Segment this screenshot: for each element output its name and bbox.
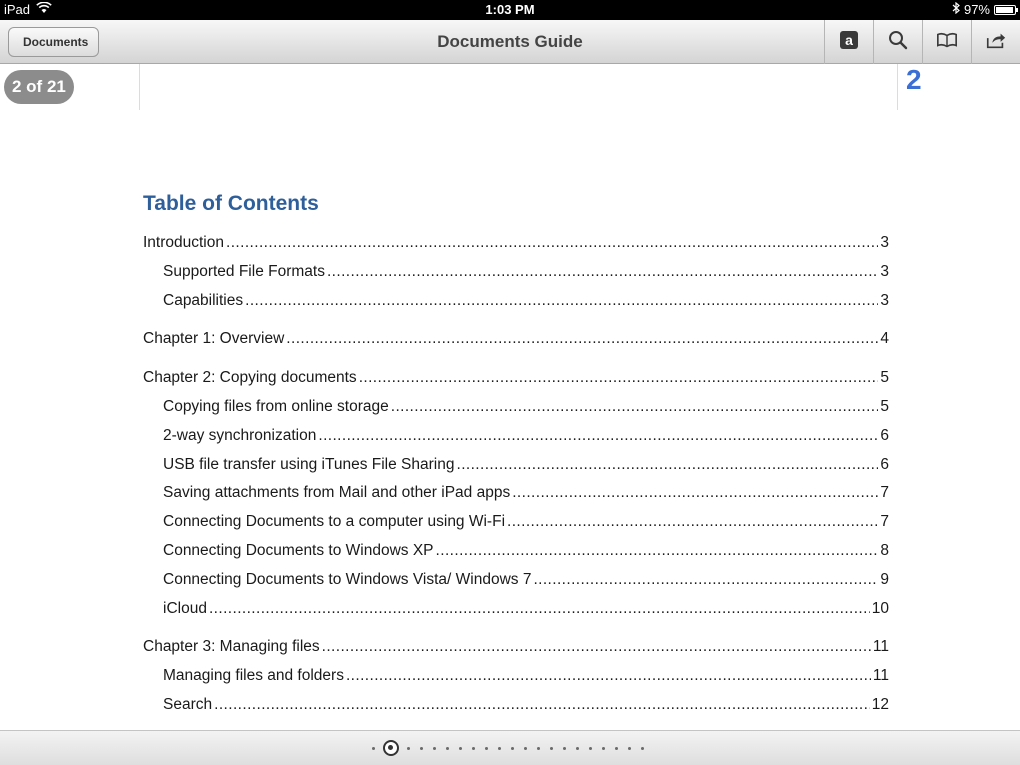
page-margin-line-right [897,64,898,110]
scrubber-page-dot[interactable] [372,747,375,750]
scrubber-page-dot[interactable] [485,747,488,750]
toc-entry[interactable] [143,289,889,318]
page-title: Documents Guide [437,32,583,51]
toc-leader-dots [507,510,878,534]
toc-entry-page: 12 [871,695,889,713]
toc-entry-page: 5 [880,369,889,387]
toc-entry-page: 9 [880,570,889,588]
toc-entry[interactable] [143,327,889,356]
device-name: iPad [4,2,31,17]
scrubber-page-dot[interactable] [420,747,423,750]
toc-entry-title: Search [163,695,213,713]
toc-leader-dots [327,260,878,284]
scrubber-page-dot[interactable] [524,747,527,750]
scrubber-page-dot[interactable] [602,747,605,750]
font-size-icon [838,29,860,56]
toc-leader-dots [512,481,878,505]
scrubber-page-dot[interactable] [641,747,644,750]
toc-entry-title: Saving attachments from Mail and other iPad apps [163,484,511,502]
toc-entry[interactable] [143,539,889,568]
toc-entry-page: 6 [880,426,889,444]
toc-entry[interactable] [143,510,889,539]
toc-leader-dots [359,366,879,390]
toc-entry-title: Copying files from online storage [163,397,389,415]
toc-entry[interactable] [143,693,889,722]
scrubber-page-dot[interactable] [459,747,462,750]
book-icon [936,29,958,56]
toc-entry-title: iCloud [163,599,207,617]
toc-entry[interactable] [143,366,889,395]
scrubber-page-dot[interactable] [433,747,436,750]
toc-entry-page: 5 [880,397,889,415]
toc-entry-page: 11 [872,638,889,656]
scrubber-page-dot[interactable] [446,747,449,750]
toc-entry-title: Capabilities [163,291,244,309]
toc-entry-title: 2-way synchronization [163,426,317,444]
share-button[interactable] [971,20,1020,64]
scrubber-page-dot[interactable] [615,747,618,750]
toc-leader-dots [214,693,870,717]
table-of-contents [143,231,889,722]
toc-entry-title: Connecting Documents to Windows Vista/ Windows 7 [163,570,532,588]
status-bar [0,0,1020,20]
toc-entry-title: Chapter 3: Managing files [143,638,320,656]
toc-leader-dots [456,453,878,477]
bookmarks-button[interactable] [922,20,971,64]
toc-leader-dots [322,635,871,659]
toc-entry[interactable] [143,260,889,289]
page-scrubber[interactable] [367,740,649,756]
toc-heading: Table of Contents [143,192,319,215]
toc-entry[interactable] [143,481,889,510]
toc-entry[interactable] [143,597,889,626]
scrubber-page-dot[interactable] [498,747,501,750]
toolbar [824,20,1020,64]
toc-entry[interactable] [143,664,889,693]
toc-entry-page: 3 [880,234,889,251]
scrubber-page-dot[interactable] [589,747,592,750]
toc-entry-title: USB file transfer using iTunes File Sharing [163,455,455,473]
status-time: 1:03 PM [485,2,535,17]
toc-entry-title: Connecting Documents to a computer using Wi-Fi [163,513,506,531]
battery-percent: 97% [963,2,990,17]
toc-leader-dots [226,231,878,255]
toc-leader-dots [436,539,879,563]
toc-entry-title: Managing files and folders [163,667,344,685]
toc-entry-title: Chapter 1: Overview [143,330,285,348]
toc-entry[interactable] [143,424,889,453]
page-indicator-badge: 2 of 21 [4,70,74,104]
toc-entry-page: 4 [880,330,889,348]
toc-entry[interactable] [143,635,889,664]
toc-entry-page: 3 [880,262,889,280]
toc-entry-title: Introduction [143,234,224,251]
scrubber-page-dot[interactable] [407,747,410,750]
toc-entry[interactable] [143,395,889,424]
share-icon [985,29,1007,56]
navigation-bar [0,20,1020,64]
scrubber-page-dot[interactable] [550,747,553,750]
page-scrubber-bar [0,730,1020,765]
toc-entry[interactable] [143,453,889,482]
bluetooth-icon [952,2,960,17]
scrubber-page-dot[interactable] [576,747,579,750]
toc-leader-dots [286,327,878,351]
toc-entry-title: Supported File Formats [163,262,325,280]
svg-text:a: a [845,31,853,48]
scrubber-page-dot[interactable] [563,747,566,750]
page-number: 2 [906,64,922,95]
toc-leader-dots [209,597,870,621]
toc-leader-dots [245,289,878,313]
search-button[interactable] [873,20,922,64]
scrubber-current-page-marker[interactable] [383,740,399,756]
toc-entry-page: 6 [880,455,889,473]
back-button[interactable]: Documents [8,27,99,57]
toc-entry-page: 7 [880,484,889,502]
toc-entry[interactable] [143,231,889,260]
toc-entry-page: 3 [880,291,889,309]
toc-entry-page: 11 [872,667,889,685]
scrubber-page-dot[interactable] [628,747,631,750]
scrubber-page-dot[interactable] [472,747,475,750]
toc-entry-title: Chapter 2: Copying documents [143,369,357,387]
toc-entry[interactable] [143,568,889,597]
search-icon [887,29,909,56]
toc-entry-page: 10 [871,599,889,617]
scrubber-page-dot[interactable] [537,747,540,750]
toc-leader-dots [318,424,878,448]
toc-leader-dots [346,664,871,688]
page-margin-line-left [139,64,140,110]
toc-entry-page: 7 [880,513,889,531]
toc-leader-dots [533,568,878,592]
toc-entry-title: Connecting Documents to Windows XP [163,541,434,559]
font-size-button[interactable] [824,20,873,64]
scrubber-page-dot[interactable] [511,747,514,750]
battery-icon [994,5,1016,15]
toc-leader-dots [391,395,879,419]
toc-entry-page: 8 [880,541,889,559]
